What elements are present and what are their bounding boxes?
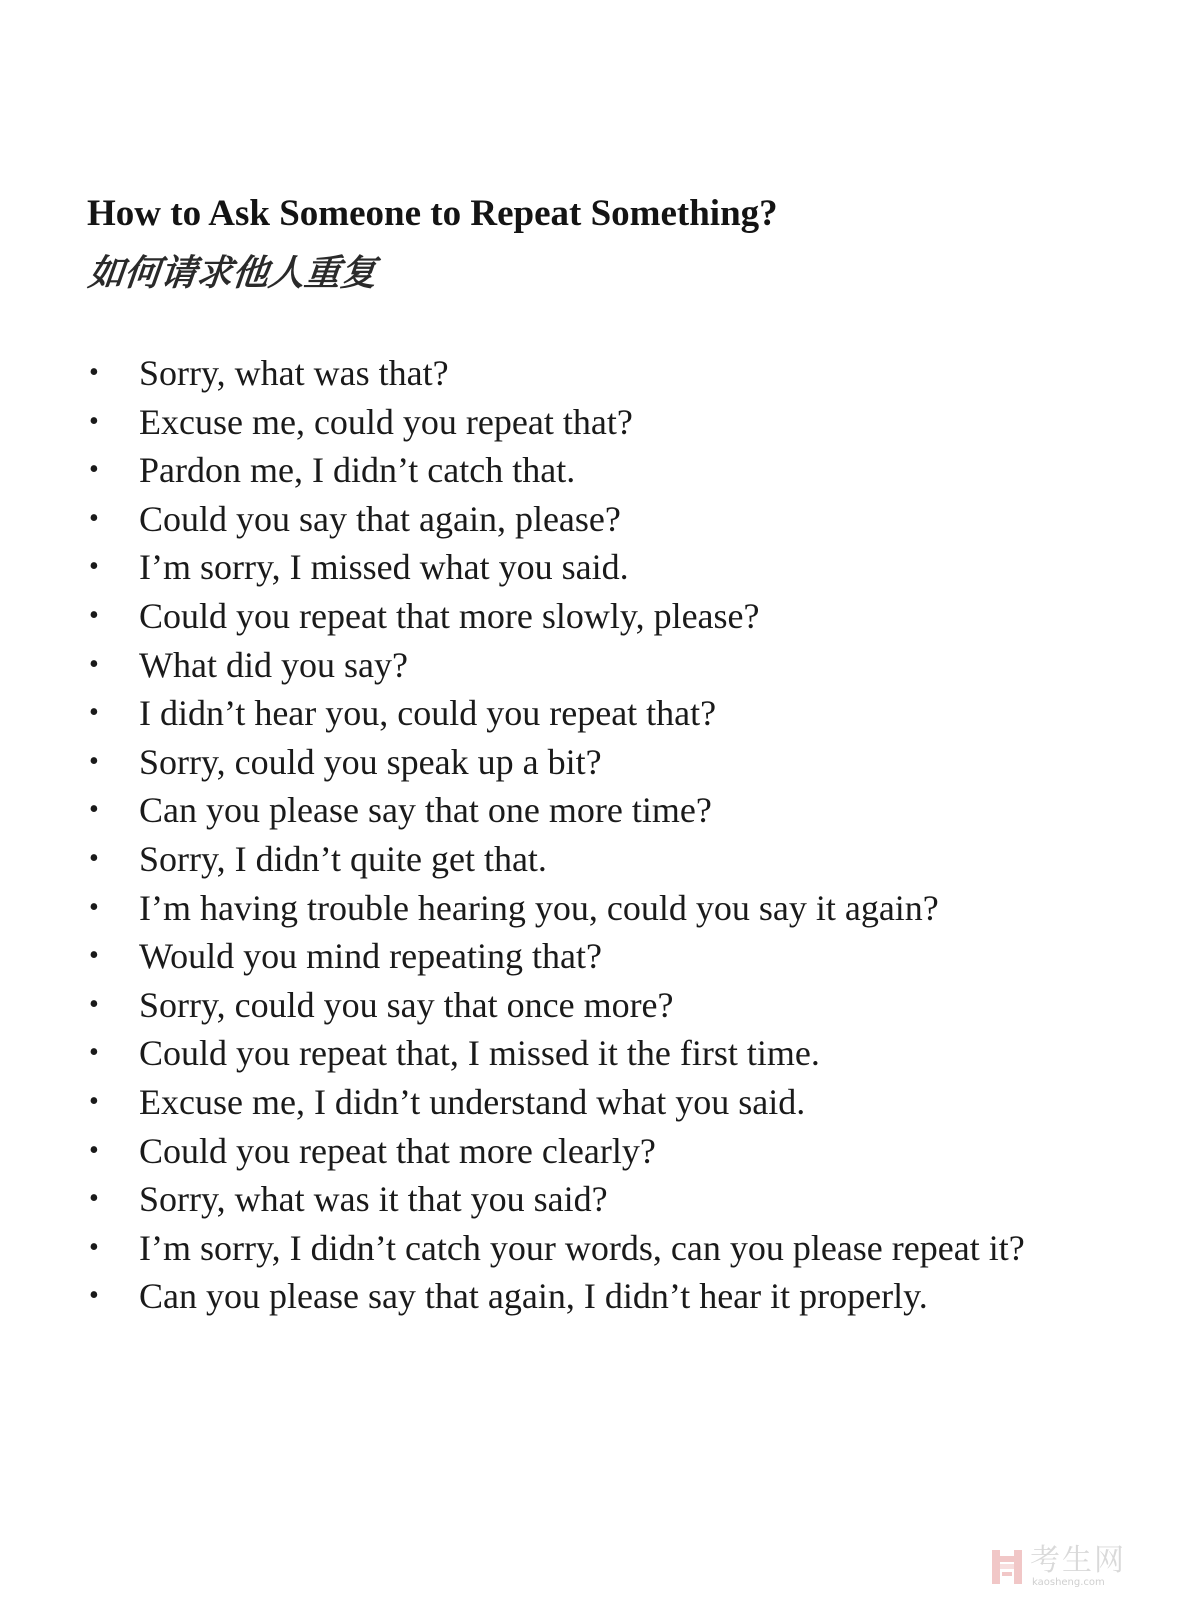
phrase-text: I’m sorry, I missed what you said. — [139, 547, 629, 588]
phrase-text: Excuse me, I didn’t understand what you said. — [139, 1081, 806, 1122]
list-item — [0, 884, 1200, 933]
bullet-icon: • — [89, 599, 99, 631]
list-item — [0, 446, 1200, 495]
watermark — [990, 1544, 1190, 1590]
bullet-icon: • — [89, 988, 99, 1020]
list-item — [0, 641, 1200, 690]
bullet-icon: • — [89, 1231, 99, 1263]
phrase-text: I’m having trouble hearing you, could you say it again? — [139, 887, 939, 928]
bullet-icon: • — [89, 1134, 99, 1166]
bullet-icon: • — [89, 1037, 99, 1069]
phrase-text: Sorry, could you say that once more? — [139, 984, 674, 1025]
list-item — [0, 1224, 1200, 1273]
list-item — [0, 1029, 1200, 1078]
watermark-url: kaosheng.com — [1032, 1577, 1105, 1588]
phrase-text: Sorry, I didn’t quite get that. — [139, 838, 547, 879]
bullet-icon: • — [89, 891, 99, 923]
phrase-text: Sorry, what was it that you said? — [139, 1179, 608, 1220]
phrase-text: Can you please say that one more time? — [139, 790, 712, 831]
watermark-name: 考生网 — [1030, 1543, 1126, 1578]
bullet-icon: • — [89, 794, 99, 826]
list-item — [0, 738, 1200, 787]
page-subtitle-chinese: 如何请求他人重复 — [86, 253, 379, 294]
bullet-icon: • — [89, 842, 99, 874]
phrase-text: Pardon me, I didn’t catch that. — [139, 450, 576, 491]
list-item — [0, 592, 1200, 641]
list-item — [0, 1078, 1200, 1127]
page-title: How to Ask Someone to Repeat Something? — [87, 193, 778, 234]
bullet-icon: • — [89, 551, 99, 583]
list-item — [0, 398, 1200, 447]
list-item — [0, 495, 1200, 544]
list-item — [0, 835, 1200, 884]
list-item — [0, 349, 1200, 398]
phrase-text: Could you repeat that, I missed it the first time. — [139, 1033, 820, 1074]
phrase-text: I’m sorry, I didn’t catch your words, can you please repeat it? — [139, 1227, 1025, 1268]
phrase-text: I didn’t hear you, could you repeat that? — [139, 693, 717, 734]
phrase-text: Could you say that again, please? — [139, 498, 621, 539]
bullet-icon: • — [89, 1085, 99, 1117]
phrase-text: Would you mind repeating that? — [139, 936, 602, 977]
list-item — [0, 1175, 1200, 1224]
bullet-icon: • — [89, 697, 99, 729]
bullet-icon: • — [89, 1280, 99, 1312]
list-item — [0, 786, 1200, 835]
kaosheng-logo-icon — [990, 1548, 1024, 1586]
list-item — [0, 981, 1200, 1030]
phrase-text: Can you please say that again, I didn’t hear it properly. — [139, 1276, 928, 1317]
bullet-icon: • — [89, 357, 99, 388]
bullet-icon: • — [89, 502, 99, 534]
phrase-text: Could you repeat that more slowly, please? — [139, 595, 760, 636]
phrase-text: What did you say? — [139, 644, 408, 685]
phrase-text: Sorry, could you speak up a bit? — [139, 741, 602, 782]
bullet-icon: • — [89, 454, 99, 486]
list-item — [0, 932, 1200, 981]
bullet-icon: • — [89, 405, 99, 437]
bullet-icon: • — [89, 745, 99, 777]
phrase-list — [0, 349, 1200, 1321]
phrase-text: Sorry, what was that? — [139, 353, 449, 393]
list-item — [0, 689, 1200, 738]
list-item — [0, 1272, 1200, 1321]
list-item — [0, 1127, 1200, 1176]
bullet-icon: • — [89, 648, 99, 680]
list-item — [0, 543, 1200, 592]
phrase-text: Could you repeat that more clearly? — [139, 1130, 656, 1171]
phrase-text: Excuse me, could you repeat that? — [139, 401, 633, 442]
bullet-icon: • — [89, 940, 99, 972]
bullet-icon: • — [89, 1183, 99, 1215]
